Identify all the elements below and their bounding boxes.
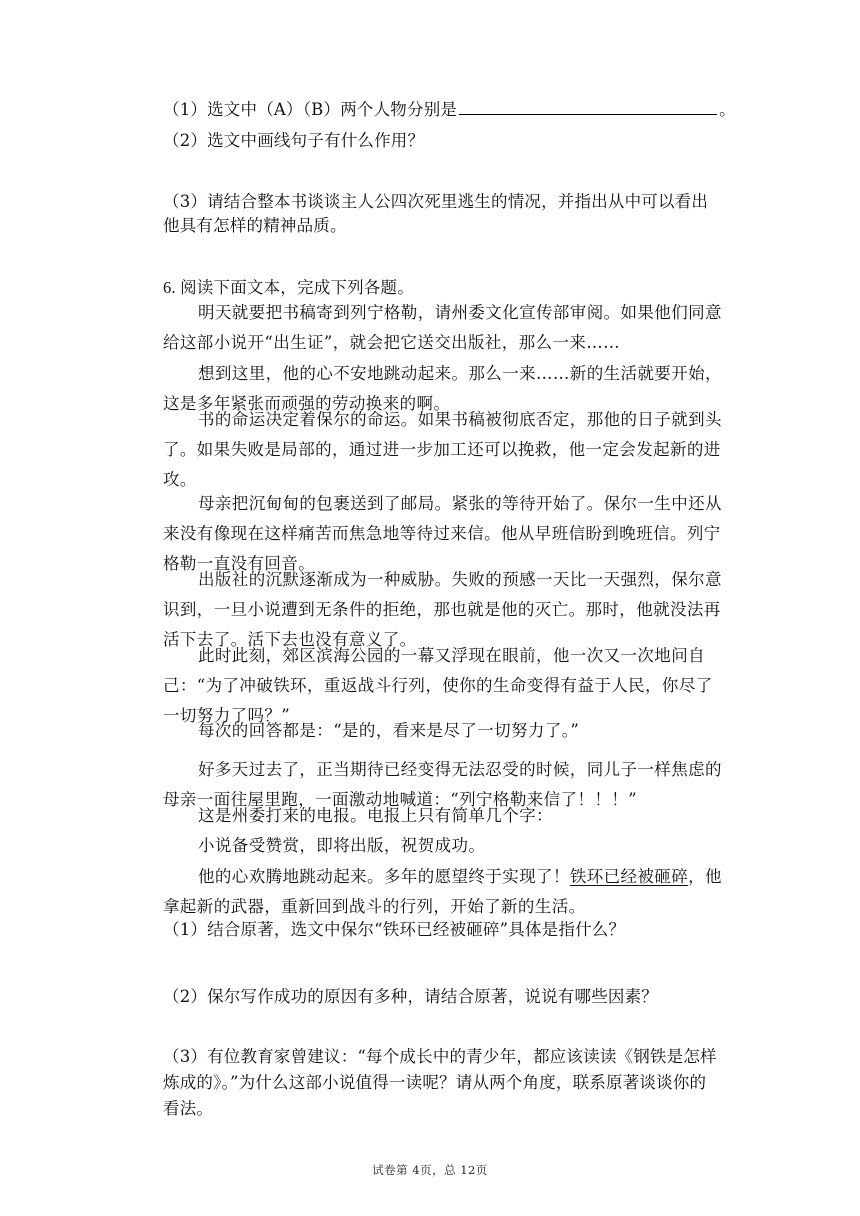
q6-paragraph-2: 想到这里，他的心不安地跳动起来。那么一来……新的生活就要开始，这是多年紧张而顽强的劳动换来的啊。 (163, 364, 722, 413)
q6-paragraph-3: 书的命运决定着保尔的命运。如果书稿被彻底否定，那他的日子就到头了。如果失败是局部的，通过进一步加工还可以挽救，他一定会发起新的进攻。 (163, 410, 722, 489)
q6-sub3-line3: 看法。 (163, 1099, 214, 1118)
q5-sub1-end: 。 (719, 100, 736, 119)
q5-sub2: （2）选文中画线句子有什么作用？ (163, 131, 425, 150)
page-footer: 试卷第 4页，总 12页 (372, 1163, 488, 1177)
q6-paragraph-10: 小说备受赞赏，即将出版，祝贺成功。 (198, 836, 486, 855)
q6-paragraph-8: 好多天过去了，正当期待已经变得无法忍受的时候，同儿子一样焦虑的母亲一面往屋里跑，一面激动地喊道：“列宁格勒来信了！！！” (163, 760, 722, 809)
q6-sub2: （2）保尔写作成功的原因有多种，请结合原著，说说有哪些因素？ (163, 987, 658, 1006)
answer-blank[interactable] (459, 98, 717, 115)
q5-sub3-line2: 他具有怎样的精神品质。 (163, 216, 347, 235)
q6-paragraph-7: 每次的回答都是：“是的，看来是尽了一切努力了。” (198, 721, 580, 740)
q6-paragraph-1: 明天就要把书稿寄到列宁格勒，请州委文化宣传部审阅。如果他们同意给这部小说开“出生证”，就会把它送交出版社，那么一来…… (163, 303, 722, 352)
q6-paragraph-9: 这是州委打来的电报。电报上只有简单几个字： (198, 806, 553, 825)
q5-sub3-line1: （3）请结合整本书谈谈主人公四次死里逃生的情况，并指出从中可以看出 (163, 192, 709, 211)
q6-sub3-line1: （3）有位教育家曾建议：“每个成长中的青少年，都应该读读《钢铁是怎样 (163, 1047, 717, 1066)
q6-last-para-after: ，他拿起新的武器，重新回到战斗的行列，开始了新的生活。 (163, 867, 722, 916)
q6-paragraph-11 (163, 862, 725, 922)
q6-last-para-before: 他的心欢腾地跳动起来。多年的愿望终于实现了！ (198, 867, 570, 886)
q6-sub3-line2: 炼成的》。”为什么这部小说值得一读呢？请从两个角度，联系原著谈谈你的 (163, 1073, 707, 1092)
q6-paragraph-4: 母亲把沉甸甸的包裹送到了邮局。紧张的等待开始了。保尔一生中还从来没有像现在这样痛苦而焦急地等待过来信。他从早班信盼到晚班信。列宁格勒一直没有回音。 (163, 494, 722, 573)
q5-sub1 (163, 95, 736, 125)
q6-paragraph-6: 此时此刻，郊区滨海公园的一幕又浮现在眼前，他一次又一次地问自己：“为了冲破铁环，重返战斗行列，使你的生命变得有益于人民，你尽了一切努力了吗？” (163, 646, 713, 725)
underlined-sentence: 铁环已经被砸碎 (569, 867, 689, 886)
q6-sub1: （1）结合原著，选文中保尔“铁环已经被砸碎”具体是指什么？ (163, 920, 626, 939)
q5-sub1-text: （1）选文中（A）（B）两个人物分别是 (163, 100, 458, 119)
q6-paragraph-5: 出版社的沉默逐渐成为一种威胁。失败的预感一天比一天强烈，保尔意识到，一旦小说遭到无条件的拒绝，那也就是他的灭亡。那时，他就没法再活下去了。活下去也没有意义了。 (163, 570, 722, 649)
q6-heading: 6. 阅读下面文本，完成下列各题。 (163, 278, 414, 297)
